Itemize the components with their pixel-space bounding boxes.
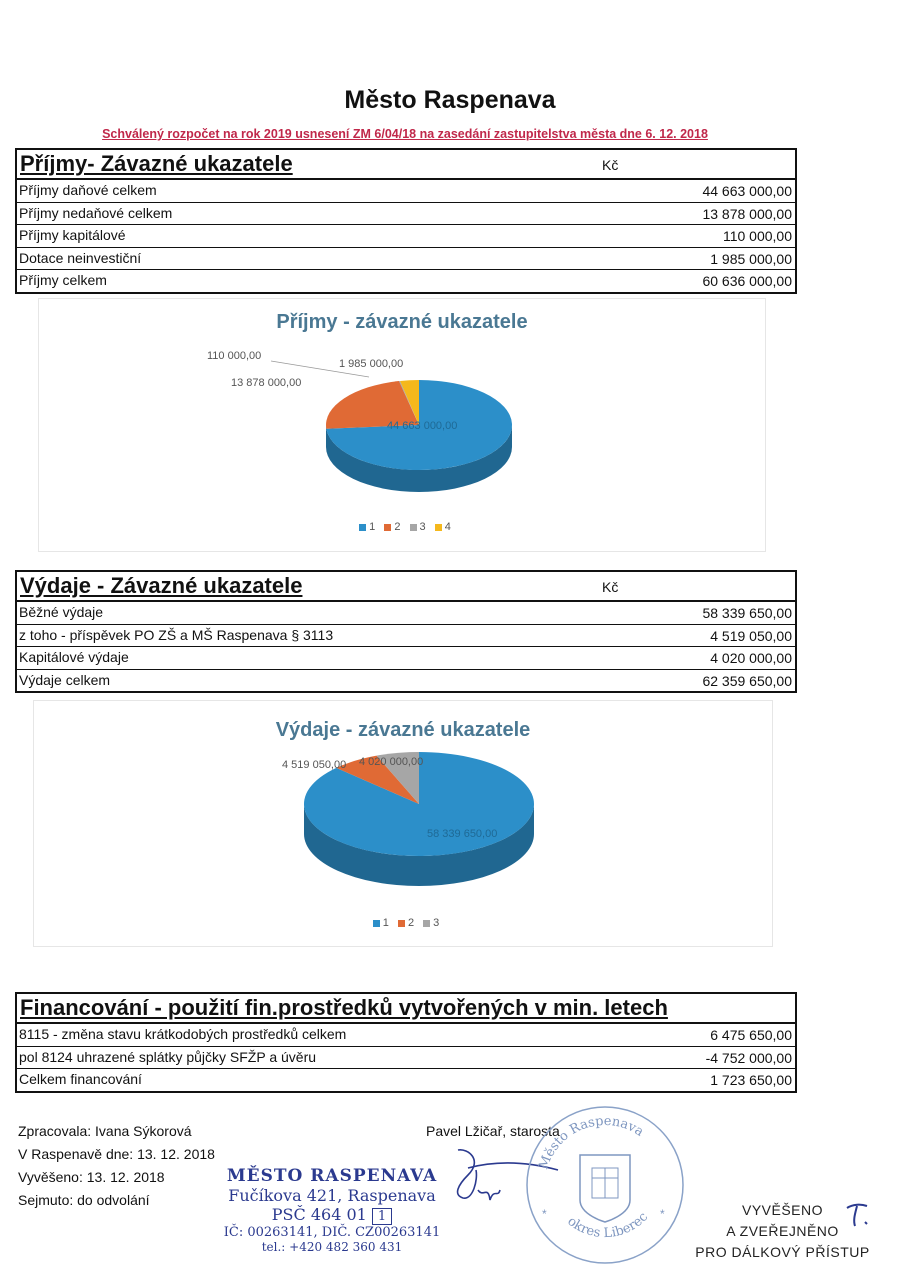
posted-date: Vyvěšeno: 13. 12. 2018 [18,1169,165,1185]
table-row [17,270,795,292]
table-row [17,203,795,226]
chart-legend [39,521,765,533]
place-date: V Raspenavě dne: 13. 12. 2018 [18,1146,215,1162]
income-table [15,148,797,294]
legend-entry: 1 [369,521,376,533]
row-value: 1 985 000,00 [710,250,792,267]
table-row [17,670,795,692]
posted-line2: A ZVEŘEJNĚNO [726,1223,839,1239]
row-label: 8115 - změna stavu krátkodobých prostředků celkem [19,1026,347,1042]
legend-entry: 3 [419,521,426,533]
stamp-address: Fučíkova 421, Raspenava [228,1186,436,1205]
expenses-unit: Kč [602,579,619,595]
legend-entry: 1 [382,917,389,929]
stamp-name: MĚSTO RASPENAVA [226,1166,438,1186]
town-stamp [212,1166,452,1254]
legend-entry: 3 [433,917,440,929]
table-row [17,1024,795,1047]
removed-date: Sejmuto: do odvolání [18,1192,150,1208]
chart-legend [34,917,772,929]
slice-label: 110 000,00 [207,350,262,362]
table-row [17,647,795,670]
svg-text:*: * [542,1207,547,1221]
income-unit: Kč [602,157,619,173]
financing-header [17,994,795,1024]
row-value: 4 519 050,00 [710,627,792,644]
legend-entry: 4 [444,521,451,533]
legend-entry: 2 [394,521,401,533]
stamp-tel: tel.: +420 482 360 431 [261,1240,403,1254]
legend-swatch [435,524,442,531]
mayor-name: Pavel Lžičař, starosta [426,1123,560,1139]
posted-line1: VYVĚŠENO [741,1202,824,1218]
stamp-ids: IČ: 00263141, DIČ. CZ00263141 [223,1225,441,1240]
round-stamp [520,1100,690,1270]
footer-info [18,1120,215,1212]
row-label: Příjmy daňové celkem [19,182,157,198]
slice-label: 4 519 050,00 [282,759,347,771]
round-stamp-bottom [564,1210,651,1242]
table-row [17,1069,795,1091]
slice-label: 58 339 650,00 [427,828,498,840]
row-value: 4 020 000,00 [710,650,792,666]
table-row [17,1047,795,1070]
expenses-chart [33,700,773,947]
chart-title: Příjmy - závazné ukazatele [276,311,528,333]
row-label: Příjmy celkem [19,272,107,288]
slice-label: 44 663 000,00 [387,420,458,432]
income-chart [38,298,766,552]
slice-label: 13 878 000,00 [231,377,302,389]
table-row [17,180,795,203]
table-row [17,602,795,625]
legend-swatch [423,920,430,927]
row-value: 6 475 650,00 [710,1027,792,1043]
row-value: -4 752 000,00 [705,1049,792,1066]
row-label: z toho - příspěvek PO ZŠ a MŠ Raspenava § 3113 [19,626,334,643]
slice-label: 4 020 000,00 [359,756,424,768]
row-value: 13 878 000,00 [702,205,792,222]
svg-text:*: * [660,1207,665,1221]
round-stamp-graphic [520,1100,690,1270]
income-header [17,150,795,180]
table-row [17,225,795,248]
slice-label: 1 985 000,00 [339,358,404,370]
financing-table [15,992,797,1093]
row-label: Příjmy nedaňové celkem [19,204,173,221]
round-stamp-top-path: Město Raspenava [536,1113,647,1172]
stamp-number: 1 [372,1208,392,1225]
table-row [17,248,795,271]
row-value: 1 723 650,00 [710,1072,792,1088]
row-value: 60 636 000,00 [702,273,792,289]
row-label: Dotace neinvestiční [19,249,142,266]
row-label: Kapitálové výdaje [19,649,129,665]
row-value: 44 663 000,00 [702,183,792,199]
income-title: Příjmy- Závazné ukazatele [20,151,293,176]
budget-subtitle: Schválený rozpočet na rok 2019 usnesení ZM 6/04/18 na zasedání zastupitelstva města dne 6. 12. 2018 [102,127,708,141]
expenses-table [15,570,797,693]
legend-swatch [373,920,380,927]
row-value: 58 339 650,00 [702,605,792,621]
row-label: Celkem financování [19,1071,142,1087]
posted-initials [843,1200,873,1230]
legend-swatch [384,524,391,531]
page-title: Město Raspenava [344,86,556,114]
row-value: 62 359 650,00 [702,672,792,689]
expenses-title: Výdaje - Závazné ukazatele [20,573,303,598]
table-row [17,625,795,648]
legend-swatch [359,524,366,531]
row-label: Příjmy kapitálové [19,227,126,243]
income-pie [39,299,765,551]
stamp-psc: PSČ 464 01 [271,1205,367,1224]
prepared-by: Zpracovala: Ivana Sýkorová [18,1123,192,1139]
expenses-header [17,572,795,602]
round-stamp-bottom-path: okres Liberec [564,1209,652,1242]
row-label: Běžné výdaje [19,604,104,620]
posted-line3: PRO DÁLKOVÝ PŘÍSTUP [695,1244,870,1260]
financing-title: Financování - použití fin.prostředků vytvořených v min. letech [20,995,668,1020]
row-label: pol 8124 uhrazené splátky půjčky SFŽP a úvěru [19,1048,317,1065]
row-value: 110 000,00 [722,228,792,244]
legend-swatch [398,920,405,927]
row-label: Výdaje celkem [19,671,111,688]
legend-entry: 2 [407,917,415,929]
expenses-pie [34,701,772,946]
chart-title: Výdaje - závazné ukazatele [275,719,531,741]
legend-swatch [410,524,417,531]
